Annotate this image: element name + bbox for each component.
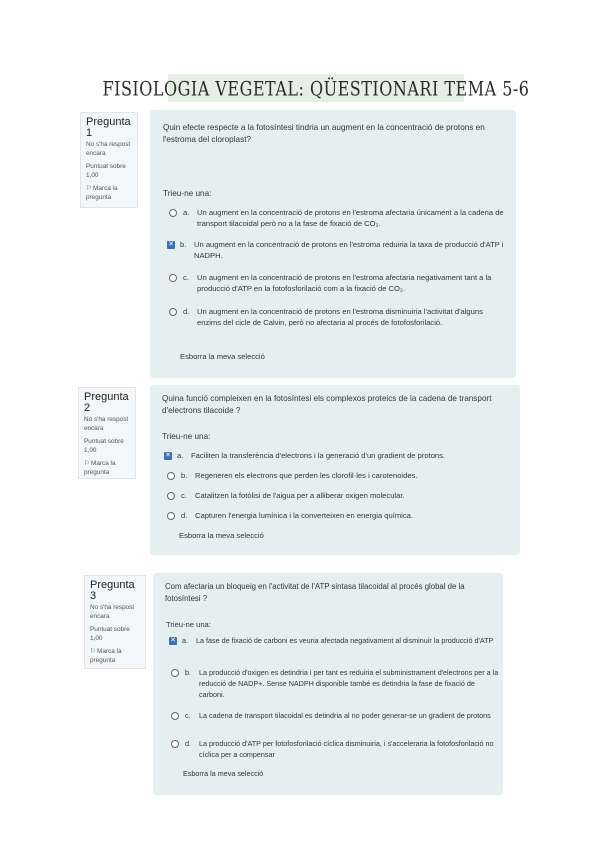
question-score: Puntuat sobre 1,00 — [90, 626, 130, 642]
option-b[interactable]: b. La producció d'oxigen es detindria i per tant es reduiria el subministrament d'electrons per a la reducció de NADP+. Sense NADPH disponible també es detindria la fase de fixació de carboni. — [171, 667, 499, 700]
choose-label: Trieu-ne una: — [166, 620, 211, 629]
choose-label: Trieu-ne una: — [163, 189, 212, 198]
checked-radio-icon[interactable]: ✕ — [170, 636, 176, 644]
flag-question-link[interactable]: ⚐Marca la pregunta — [90, 648, 122, 664]
option-d[interactable]: d. Capturen l'energia lumínica i la converteixen en energia química. — [167, 510, 514, 521]
option-c[interactable]: c. La cadena de transport tilacoidal es detindria al no poder generar-se un gradient de protons — [171, 710, 499, 721]
radio-button[interactable] — [169, 308, 177, 316]
question-status: No s'ha respost encara — [84, 416, 129, 432]
question-info-2 — [78, 387, 136, 479]
radio-button[interactable] — [167, 472, 175, 480]
flag-icon: ⚐ — [86, 185, 92, 192]
question-text: Quina funció compleixen en la fotosíntesi els complexos proteics de la cadena de transport d'electrons tilacoide ? — [162, 394, 492, 415]
choose-label: Trieu-ne una: — [162, 432, 211, 441]
option-a[interactable]: a. Un augment en la concentració de protons en l'estroma afectaria únicament a la cadena de transport tilacoidal però no a la fase de fixació de CO₂. — [169, 207, 507, 229]
flag-icon: ⚐ — [84, 460, 90, 467]
question-info-3 — [84, 575, 146, 669]
checked-radio-icon[interactable]: ✕ — [168, 240, 174, 248]
question-text: Quin efecte respecte a la fotosíntesi tindria un augment en la concentració de protons en l'estroma del cloroplast? — [163, 123, 485, 144]
clear-selection-link[interactable]: Esborra la meva selecció — [179, 531, 264, 540]
option-d[interactable]: d. Un augment en la concentració de protons en l'estroma disminuiria l'activitat d'alguns enzims del cicle de Calvin, però no afectaria al procés de fotofosforilació. — [169, 306, 507, 328]
question-card-2 — [150, 385, 520, 555]
checked-radio-icon[interactable]: ✕ — [165, 451, 171, 459]
question-card-1 — [150, 110, 516, 378]
option-b[interactable]: ✕ b. Un augment en la concentració de protons en l'estroma reduiria la taxa de producció d'ATP i NADPH. — [168, 240, 504, 260]
question-status: No s'ha respost encara — [90, 604, 135, 620]
option-c[interactable]: c. Catalitzen la fotòlisi de l'aigua per a alliberar oxigen molecular. — [167, 490, 514, 501]
radio-button[interactable] — [171, 740, 179, 748]
clear-selection-link[interactable]: Esborra la meva selecció — [180, 352, 265, 361]
question-status: No s'ha respost encara — [86, 141, 131, 157]
radio-button[interactable] — [169, 274, 177, 282]
radio-button[interactable] — [171, 669, 179, 677]
radio-button[interactable] — [169, 209, 177, 217]
question-info-1 — [80, 112, 138, 208]
question-text: Com afectaria un bloqueig en l'activitat de l'ATP sintasa tilacoidal al procés global de la fotosíntesi ? — [165, 582, 465, 603]
page-title-banner — [102, 74, 530, 102]
question-score: Puntuat sobre 1,00 — [86, 163, 126, 179]
flag-question-link[interactable]: ⚐Marca la pregunta — [84, 460, 116, 476]
question-number: Pregunta 2 — [84, 391, 129, 414]
radio-button[interactable] — [167, 492, 175, 500]
option-c[interactable]: c. Un augment en la concentració de protons en l'estroma afectaria negativament tant a la producció d'ATP en la fotofosforilació com a la fixació de CO₂. — [169, 272, 507, 294]
option-a[interactable]: ✕ a. La fase de fixació de carboni es veuria afectada negativament al disminuir la producció d'ATP — [170, 636, 494, 645]
option-a[interactable]: ✕ a. Faciliten la transferència d'electrons i la generació d'un gradient de protons. — [165, 451, 446, 460]
flag-question-link[interactable]: ⚐Marca la pregunta — [86, 185, 118, 201]
question-number: Pregunta 1 — [86, 116, 131, 139]
option-b[interactable]: b. Regeneren els electrons que perden les clorofil·les i carotenoides. — [167, 470, 514, 481]
question-score: Puntuat sobre 1,00 — [84, 438, 124, 454]
page-title: FISIOLOGIA VEGETAL: QÜESTIONARI TEMA 5-6 — [102, 76, 530, 100]
question-number: Pregunta 3 — [90, 579, 135, 602]
clear-selection-link[interactable]: Esborra la meva selecció — [183, 769, 264, 778]
question-card-3 — [153, 573, 503, 795]
option-d[interactable]: d. La producció d'ATP per fotofosforilació cíclica disminuiria, i s'acceleraria la fotofosforilació no cíclica per a compensar — [171, 738, 499, 760]
radio-button[interactable] — [167, 512, 175, 520]
flag-icon: ⚐ — [90, 648, 96, 655]
radio-button[interactable] — [171, 712, 179, 720]
